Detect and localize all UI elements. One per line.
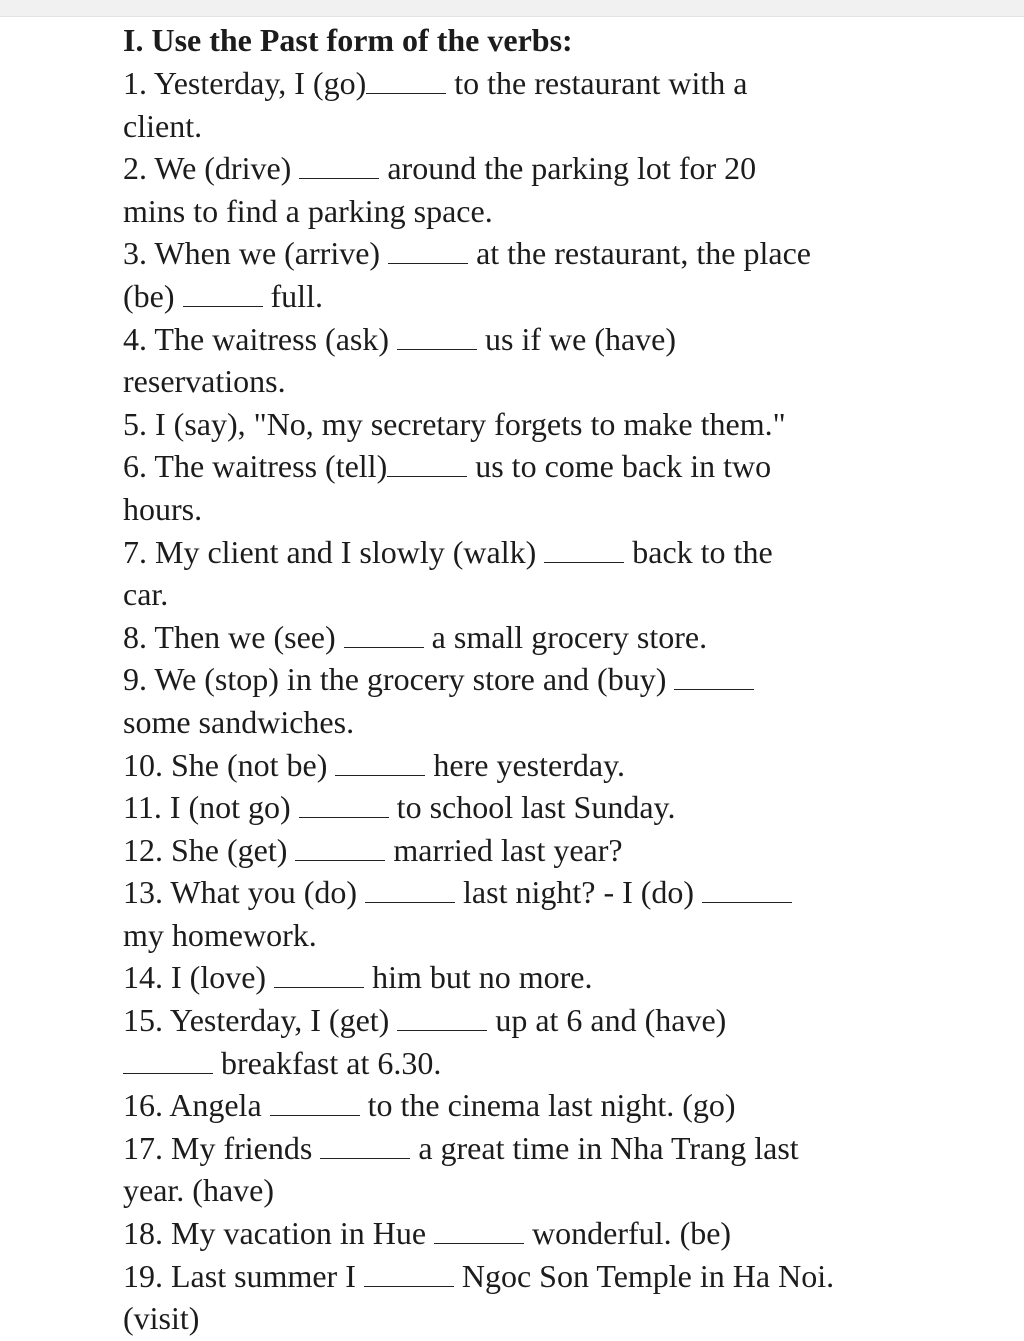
item-text: back to the [632,533,773,570]
item-number: 1. [123,65,147,101]
exercise-item-17 [123,1127,923,1170]
answer-blank-19[interactable] [364,1259,454,1287]
answer-blank-8[interactable] [344,620,424,648]
item-text: us to come back in two [475,448,772,485]
answer-blank-3b[interactable] [183,279,263,307]
item-number: 3. [123,235,147,272]
answer-blank-9[interactable] [674,662,754,690]
item-number: 17. [123,1129,163,1166]
answer-blank-16[interactable] [270,1088,360,1116]
item-text: my homework. [123,916,317,953]
exercise-item-2-cont [123,190,923,233]
item-number: 15. [123,1002,163,1039]
answer-blank-15b[interactable] [123,1046,213,1074]
exercise-item-13 [123,871,923,914]
item-text: (be) [123,277,175,314]
exercise-item-18 [123,1212,923,1255]
item-text: My client and I slowly (walk) [155,533,537,570]
item-text: The waitress (ask) [154,320,389,357]
item-number: 9. [123,661,147,698]
item-number: 13. [123,874,163,911]
exercise-item-3-cont [123,275,923,318]
item-text: We (drive) [154,150,292,187]
item-text: I (not go) [169,789,291,826]
item-text: hours. [123,490,203,527]
item-text: client. [123,107,203,144]
item-text: Last summer I [171,1257,356,1294]
item-number: 7. [123,533,147,570]
exercise-item-9-cont [123,701,923,744]
top-strip [0,0,1024,17]
exercise-item-11 [123,786,923,829]
answer-blank-17[interactable] [320,1131,410,1159]
item-text: Angela [169,1087,262,1124]
item-number: 10. [123,746,163,783]
answer-blank-7[interactable] [544,535,624,563]
exercise-item-3 [123,232,923,275]
answer-blank-6[interactable] [387,449,467,477]
answer-blank-1[interactable] [366,66,446,94]
item-number: 18 [123,1215,155,1252]
exercise-item-6 [123,445,923,488]
exercise-item-7 [123,531,923,574]
answer-blank-13b[interactable] [702,875,792,903]
item-text: The waitress (tell) [154,448,388,485]
worksheet [123,18,923,1340]
item-number: 16. [123,1087,163,1124]
item-number: 12. [123,831,163,868]
item-text: last night? - I (do) [463,874,695,911]
exercise-item-9 [123,658,923,701]
item-text: a great time in Nha Trang last [418,1129,799,1166]
item-text: a small grocery store. [431,618,708,655]
item-text: to school last Sunday. [396,789,676,826]
exercise-item-19-cont [123,1297,923,1340]
item-text: reservations. [123,363,286,400]
item-text: to the cinema last night. (go) [367,1087,736,1124]
item-text: some sandwiches. [123,703,355,740]
item-text: year. (have) [123,1172,275,1209]
item-text: What you (do) [170,874,358,911]
exercise-item-8 [123,616,923,659]
answer-blank-3a[interactable] [388,236,468,264]
answer-blank-13a[interactable] [365,875,455,903]
item-number: 19. [123,1257,163,1294]
exercise-item-19 [123,1255,923,1298]
item-text: When we (arrive) [154,235,381,272]
item-number: 14. [123,959,163,996]
item-text: married last year? [393,831,623,868]
item-text: Ngoc Son Temple in Ha Noi. [461,1257,835,1294]
item-number: 4. [123,320,147,357]
exercise-item-2 [123,147,923,190]
item-number: 11. [123,789,162,826]
item-text: mins to find a parking space. [123,192,493,229]
item-text: . My vacation in Hue [155,1215,427,1252]
item-text: Yesterday, I (get) [169,1002,390,1039]
exercise-item-1 [123,62,923,105]
exercise-item-14 [123,956,923,999]
item-text: up at 6 and (have) [495,1002,727,1039]
exercise-item-5 [123,403,923,446]
answer-blank-14[interactable] [274,960,364,988]
exercise-item-6-cont [123,488,923,531]
answer-blank-2[interactable] [299,151,379,179]
answer-blank-10[interactable] [335,748,425,776]
exercise-item-4 [123,318,923,361]
item-text: breakfast at 6.30. [221,1044,442,1081]
item-text: We (stop) in the grocery store and (buy) [154,661,667,698]
item-text: I (say), "No, my secretary forgets to make them." [155,405,786,442]
exercise-item-7-cont [123,573,923,616]
exercise-item-16 [123,1084,923,1127]
worksheet-title: I. Use the Past form of the verbs: [123,22,573,58]
item-text: Yesterday, I (go) [153,65,367,101]
item-text: us if we (have) [485,320,677,357]
item-text: at the restaurant, the place [476,235,811,272]
item-text: full. [270,277,323,314]
item-number: 6. [123,448,147,485]
item-text: I (love) [171,959,267,996]
exercise-item-13-cont [123,914,923,957]
exercise-item-12 [123,829,923,872]
answer-blank-15a[interactable] [397,1003,487,1031]
exercise-item-1-cont [123,105,923,148]
item-number: 2. [123,150,147,187]
item-text: (visit) [123,1300,200,1337]
item-number: 5. [123,405,147,442]
item-text: car. [123,576,169,613]
exercise-item-10 [123,744,923,787]
answer-blank-11[interactable] [299,790,389,818]
item-text: here yesterday. [433,746,625,783]
item-text: She (get) [171,831,288,868]
item-text: him but no more. [372,959,593,996]
exercise-item-17-cont [123,1169,923,1212]
item-text: to the restaurant with a [454,65,748,101]
answer-blank-18[interactable] [434,1216,524,1244]
item-number: 8. [123,618,147,655]
item-text: Then we (see) [154,618,336,655]
item-text: wonderful. (be) [532,1215,732,1252]
answer-blank-12[interactable] [295,833,385,861]
answer-blank-4[interactable] [397,322,477,350]
item-text: My friends [171,1129,313,1166]
exercise-item-15-cont [123,1042,923,1085]
item-text: around the parking lot for 20 [387,150,757,187]
exercise-item-15 [123,999,923,1042]
exercise-item-4-cont [123,360,923,403]
item-text: She (not be) [171,746,328,783]
